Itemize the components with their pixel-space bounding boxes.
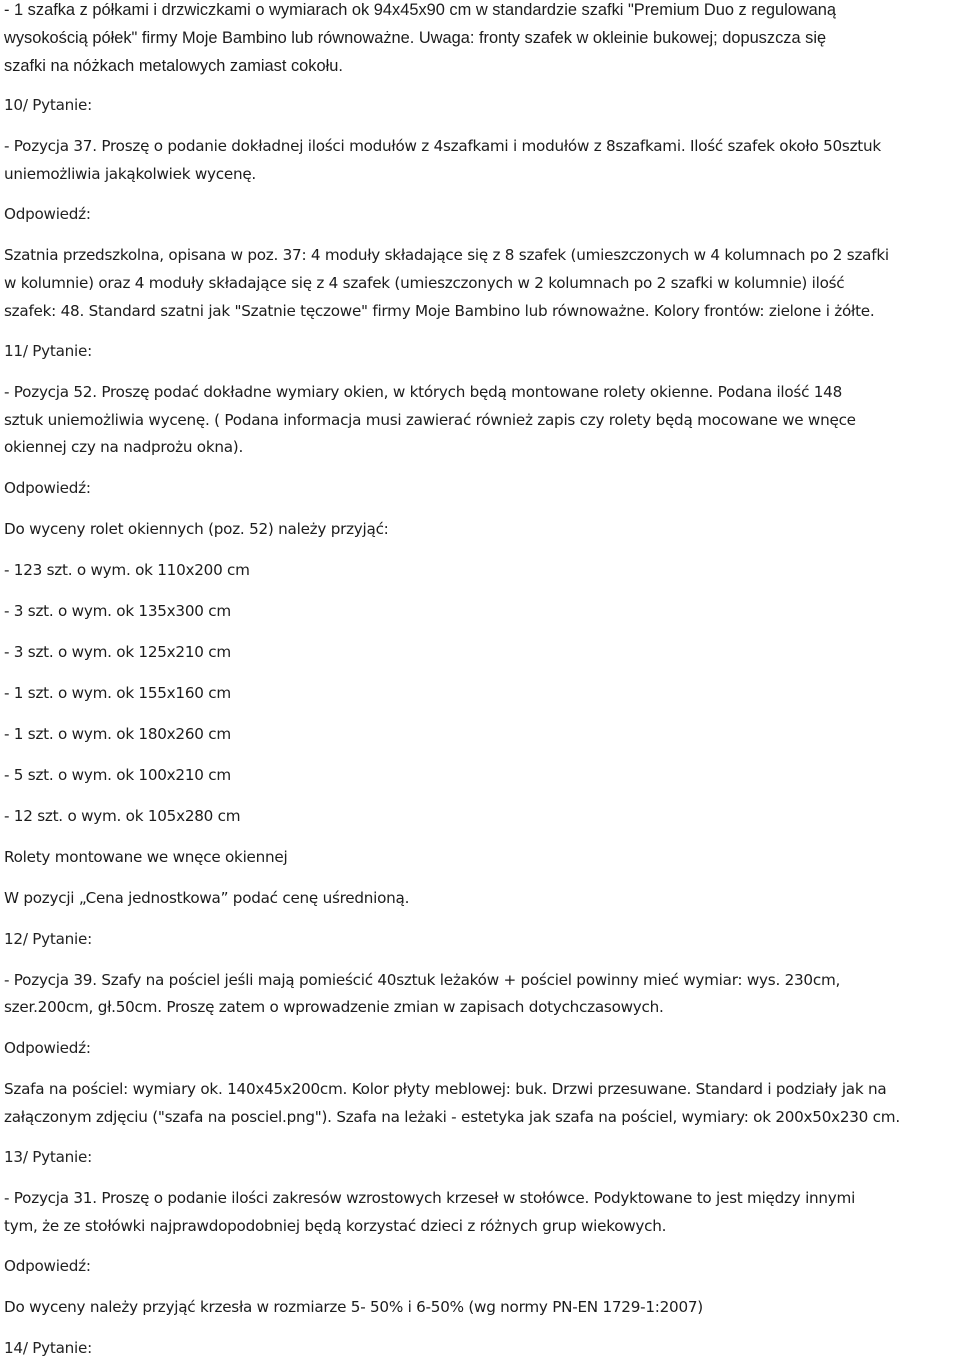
answer-label-12: Odpowiedź: [4, 1039, 91, 1057]
answer-intro: Do wyceny rolet okiennych (poz. 52) należy przyjąć: [4, 520, 389, 538]
question-text-line: tym, że ze stołówki najprawdopodobniej będą korzystać dzieci z różnych grup wiekowych. [4, 1217, 667, 1235]
answer-text-line: załączonym zdjęciu ("szafa na posciel.png"). Szafa na leżaki - estetyka jak szafa na pościel, wymiary: ok 200x50x230 cm. [4, 1108, 900, 1126]
text-line: - 1 szafka z półkami i drzwiczkami o wymiarach ok 94x45x90 cm w standardzie szafki "Premium Duo z regulowaną [4, 1, 837, 19]
question-text-line: - Pozycja 37. Proszę o podanie dokładnej ilości modułów z 4szafkami i modułów z 8szafkami. Ilość szafek około 50sztuk [4, 137, 881, 155]
question-label-12: 12/ Pytanie: [4, 930, 92, 948]
question-text-line: uniemożliwia jakąkolwiek wycenę. [4, 165, 256, 183]
answer-text-line: w kolumnie) oraz 4 moduły składające się z 4 szafek (umieszczonych w 2 kolumnach po 2 szafki w kolumnie) ilość [4, 274, 845, 292]
question-text-line: - Pozycja 52. Proszę podać dokładne wymiary okien, w których będą montowane rolety okienne. Podana ilość 148 [4, 383, 843, 401]
question-text-line: - Pozycja 31. Proszę o podanie ilości zakresów wzrostowych krzeseł w stołówce. Podyktowane to jest między innymi [4, 1189, 856, 1207]
answer-text-line: szafek: 48. Standard szatni jak "Szatnie tęczowe" firmy Moje Bambino lub równoważne. Kolory frontów: zielone i żółte. [4, 302, 875, 320]
answer-text-line: Szatnia przedszkolna, opisana w poz. 37: 4 moduły składające się z 8 szafek (umieszczonych w 4 kolumnach po 2 szafki [4, 246, 889, 264]
question-text-line: - Pozycja 39. Szafy na pościel jeśli mają pomieścić 40sztuk leżaków + pościel powinny mieć wymiar: wys. 230cm, [4, 971, 841, 989]
question-text-line: szer.200cm, gł.50cm. Proszę zatem o wprowadzenie zmian w zapisach dotychczasowych. [4, 998, 664, 1016]
question-label-11: 11/ Pytanie: [4, 342, 92, 360]
text-line: szafki na nóżkach metalowych zamiast cokołu. [4, 57, 343, 75]
question-label-10: 10/ Pytanie: [4, 96, 92, 114]
question-text-line: sztuk uniemożliwia wycenę. ( Podana informacja musi zawierać również zapis czy rolety będą mocowane we wnęce [4, 411, 856, 429]
dimension-item: - 3 szt. o wym. ok 125x210 cm [4, 643, 231, 661]
question-label-14: 14/ Pytanie: [4, 1339, 92, 1357]
dimension-item: - 123 szt. o wym. ok 110x200 cm [4, 561, 250, 579]
answer-label-10: Odpowiedź: [4, 205, 91, 223]
question-label-13: 13/ Pytanie: [4, 1148, 92, 1166]
dimension-item: - 12 szt. o wym. ok 105x280 cm [4, 807, 241, 825]
text-line: wysokością półek" firmy Moje Bambino lub równoważne. Uwaga: fronty szafek w okleinie bukowej; dopuszcza się [4, 29, 827, 47]
dimension-item: - 3 szt. o wym. ok 135x300 cm [4, 602, 231, 620]
answer-label-13: Odpowiedź: [4, 1257, 91, 1275]
answer-note: Rolety montowane we wnęce okiennej [4, 848, 288, 866]
dimension-item: - 1 szt. o wym. ok 180x260 cm [4, 725, 231, 743]
dimension-item: - 1 szt. o wym. ok 155x160 cm [4, 684, 231, 702]
question-text-line: okiennej czy na nadprożu okna). [4, 438, 244, 456]
answer-text-line: Do wyceny należy przyjąć krzesła w rozmiarze 5- 50% i 6-50% (wg normy PN-EN 1729-1:2007) [4, 1298, 703, 1316]
dimension-item: - 5 szt. o wym. ok 100x210 cm [4, 766, 231, 784]
answer-note: W pozycji „Cena jednostkowa” podać cenę uśrednioną. [4, 889, 410, 907]
answer-text-line: Szafa na pościel: wymiary ok. 140x45x200cm. Kolor płyty meblowej: buk. Drzwi przesuwane. Standard i podziały jak na [4, 1080, 887, 1098]
answer-label-11: Odpowiedź: [4, 479, 91, 497]
